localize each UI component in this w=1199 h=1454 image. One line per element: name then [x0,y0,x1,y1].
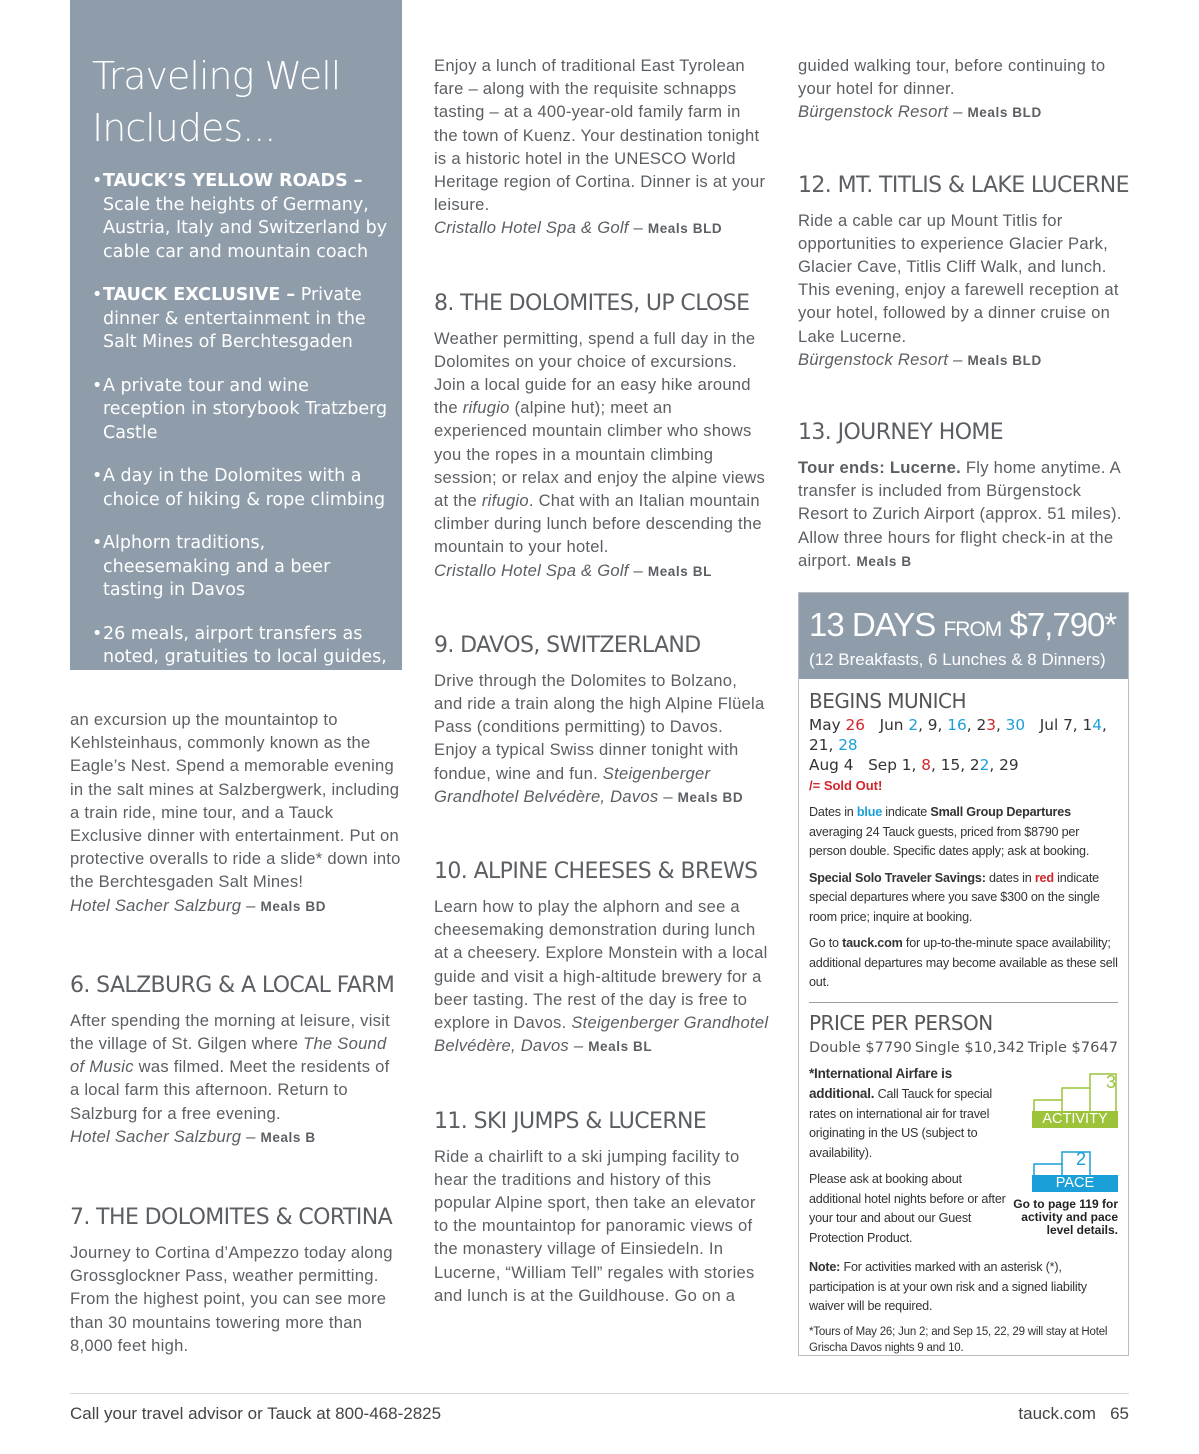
departure-dates [809,715,1118,775]
note-text: For activities marked with an asterisk (*), participation is at your own risk and a signed liability waiver will be required. [809,1260,1087,1313]
price-list [809,1039,1118,1056]
day6-italic: The Sound of Music [70,1034,387,1077]
day9-meals: Meals BD [677,789,744,805]
date-red: 26 [845,716,865,734]
days-count: 13 DAYS [809,606,936,643]
price-value: $7,790* [1009,606,1117,643]
right-column [798,54,1130,573]
airfare-bold: *International Airfare is additional. [809,1065,953,1101]
day10-body: Learn how to play the alphorn and see a cheesemaking demonstration during lunch at a cheesery. Explore Monstein with a local guide and visit a high-altitude brewery for a beer tasting. The rest of the day is free to explore in Davos. [434,897,768,1033]
note1-bold: Small Group Departures [930,805,1071,819]
price-header [799,593,1128,679]
date-plain: , 29 [989,756,1019,774]
day11-meals: Meals BLD [967,105,1042,121]
day6-text1: After spending the morning at leisure, visit the village of St. Gilgen where [70,1010,390,1054]
includes-title-line1: Traveling Well [92,54,341,98]
date-plain: , 2 [966,716,987,734]
note1-c: averaging 24 Tauck guests, priced from $8790 per person double. Specific dates apply; ask at booking. [809,824,1090,858]
date-soldout: 3 [986,716,996,734]
day13-body: Fly home anytime. A transfer is included from Bürgenstock Resort to Zurich Airport (approx. 51 miles). Allow three hours for flight check-in at the airport. [798,458,1122,570]
includes-list [92,170,388,717]
day10-meals: Meals BL [588,1039,653,1055]
note2-b: indicate special departures where you save $300 on the single room price; inquire at booking. [809,870,1100,924]
hotel-nights-note: Please ask at booking about additional hotel nights before or after your tour and about our Guest Protection Product. [809,1172,1006,1245]
item-bold: TAUCK EXCLUSIVE – [103,285,296,305]
date-plain: , 21, [809,716,1107,754]
item-text: Scale the heights of Germany, Austria, Italy and Switzerland by cable car and mountain coach [103,194,388,262]
airfare-note [809,1064,1009,1164]
date-blue: 30 [1005,716,1026,734]
pace-level: 2 [1075,1148,1086,1169]
day6-title: 6. SALZBURG & A LOCAL FARM [70,972,395,998]
includes-title-line2: Includes... [92,106,276,150]
activity-badge [1032,1070,1118,1128]
day6-meals: Meals B [260,1129,316,1145]
day12-meals: Meals BLD [967,352,1042,368]
pace-badge [1032,1134,1118,1192]
list-item [92,465,388,512]
left-column [70,0,402,1357]
day9-text: Drive through the Dolomites to Bolzano, and ride a train along the high Alpine Flüela Pass (conditions permitting) to Davos. Enjoy a typical Swiss dinner tonight with fondue, wine and fun. Steigenberger Grandhotel Belvédère, Davos – Meals BD [434,670,765,806]
date-soldout: 8 [921,756,931,774]
item-text: Private dinner & entertainment in the Salt Mines of Berchtesgaden [103,285,366,352]
day8-i1: rifugio [462,398,510,418]
day12-hotel: Bürgenstock Resort [798,349,949,369]
month-may: May [809,716,841,734]
day10-title: 10. ALPINE CHEESES & BREWS [434,859,758,885]
day11-title: 11. SKI JUMPS & LUCERNE [434,1108,707,1134]
price-box [798,592,1129,1356]
price-single: Single $10,342 [914,1038,1025,1056]
price-double: Double $7790 [809,1038,912,1056]
price-headline [809,607,1118,648]
day8-t3: . Chat with an Italian mountain climber during lunch before descending the mountain to your hotel. [434,491,762,557]
day7-meals: Meals BLD [647,221,723,237]
date-blue: 16 [947,716,967,734]
day10-hotel: Steigenberger Grandhotel Belvédère, Davos [434,1013,769,1056]
day12-body: Ride a cable car up Mount Titlis for opportunities to experience Glacier Park, Glacier Cave, Titlis Cliff Walk, and lunch. This evening, enjoy a farewell reception at your hotel, followed by a dinner cruise on Lake Lucerne. [798,210,1119,346]
day6-hotel: Hotel Sacher Salzburg [70,1126,242,1146]
month-jul: Jul [1039,716,1059,734]
date-soldout: 2 [979,756,990,774]
date-blue: 28 [838,736,858,754]
divider [809,1002,1118,1003]
day12-title: 12. MT. TITLIS & LAKE LUCERNE [798,172,1129,198]
month-jun: Jun [879,716,904,734]
dates-row-2 [809,755,1118,775]
day13-text [798,456,1130,573]
note3-b: for up-to-the-minute space availability; additional departures may become available as these sell out. [809,936,1118,989]
day7-hotel: Cristallo Hotel Spa & Golf [434,218,629,238]
price-triple: Triple $7647 [1027,1038,1118,1056]
includes-box [70,0,402,714]
availability-note [809,934,1118,993]
activity-level: 3 [1105,1071,1116,1092]
pace-label: PACE [1032,1175,1118,1192]
date-plain: , 9, [918,716,948,734]
day9-hotel: Steigenberger Grandhotel Belvédère, Davos [434,763,711,806]
item-text: A private tour and wine reception in storybook Tratzberg Castle [103,375,388,443]
day13-meals: Meals B [856,553,912,569]
note2-red: red [1034,870,1054,885]
from-label: FROM [943,618,1002,641]
price-per-person-heading: PRICE PER PERSON [809,1010,993,1035]
day8-hotel: Cristallo Hotel Spa & Golf [434,560,629,580]
day7-cont-text: Enjoy a lunch of traditional East Tyrolean fare – along with the requisite schnapps tasting – at a 400-year-old family farm in the town of Kuenz. Your destination tonight is a historic hotel in the UNESCO World Heritage region of Cortina. Dinner is at your leisure. [434,56,766,215]
list-item [92,170,388,264]
activity-label: ACTIVITY [1032,1111,1118,1128]
meals-summary: (12 Breakfasts, 6 Lunches & 8 Dinners) [809,650,1106,669]
level-badges [1009,1064,1118,1249]
day6-text: After spending the morning at leisure, visit the village of St. Gilgen where The Sound of Music was filmed. Meet the residents of a local farm this afternoon. Return to Salzburg for a free evening. Hotel Sacher Salzburg – Meals B [70,1010,390,1146]
footer-right [1018,1404,1129,1424]
sold-out-legend: /= Sold Out! [809,778,883,793]
day5-hotel: Hotel Sacher Salzburg [70,895,242,915]
day6-text2: was filmed. Meet the residents of a local farm this afternoon. Return to Salzburg for a free evening. [70,1057,390,1123]
day10-text: Learn how to play the alphorn and see a cheesemaking demonstration during lunch at a cheesery. Explore Monstein with a local guide and visit a high-altitude brewery for a beer tasting. The rest of the day is free to explore in Davos. Steigenberger Grandhotel Belvédère, Davos – Meals BL [434,897,769,1056]
day8-meals: Meals BL [647,563,712,579]
middle-column [434,54,769,1307]
day11-text: Ride a chairlift to a ski jumping facility to hear the traditions and history of this popular Alpine sport, then take an elevator to the mountaintop for panoramic views of the monastery village of Einsiedeln. In Lucerne, “William Tell” regales with stories and lunch is at the Guildhouse. Go on a [434,1146,756,1305]
dates-row-1 [809,715,1118,755]
month-aug: Aug [809,756,839,774]
price-body [799,679,1128,1356]
list-item [92,375,388,446]
airfare-row [809,1064,1118,1249]
note2-a: dates in [985,870,1035,885]
site-name: tauck.com [1018,1404,1096,1423]
day11-hotel: Bürgenstock Resort [798,102,949,122]
solo-note [809,869,1118,928]
includes-title [92,50,388,154]
level-details-note: Go to page 119 for activity and pace level details. [1013,1196,1118,1237]
note1-a: Dates in [809,805,857,819]
date-plain: , [995,716,1006,734]
list-item [92,284,388,355]
day5-meals: Meals BD [260,898,327,914]
day9-body: Drive through the Dolomites to Bolzano, and ride a train along the high Alpine Flüela Pass (conditions permitting) to Davos. Enjoy a typical Swiss dinner tonight with fondue, wine and fun. [434,670,765,783]
day11-continued: guided walking tour, before continuing to your hotel for dinner. Bürgenstock Resort – Meals BLD [798,56,1106,122]
date-plain: , 15, 2 [931,756,980,774]
contact-line: Call your travel advisor or Tauck at 800-468-2825 [70,1404,442,1423]
note3-a: Go to [809,936,843,950]
note-bold: Note: [809,1260,841,1274]
date-plain: 7, 1 [1063,716,1093,734]
begins-heading: BEGINS MUNICH [809,689,967,713]
page-number: 65 [1110,1404,1129,1423]
item-text: A day in the Dolomites with a choice of hiking & rope climbing [103,466,386,510]
day5-continued: an excursion up the mountaintop to Kehlsteinhaus, commonly known as the Eagle’s Nest. Spend a memorable evening in the salt mines at Salzbergwerk, including a train ride, mine tour, and a Tauck Exclusive dinner with entertainment. Put on protective overalls to ride a slide* down into the Berchtesgaden Salt Mines! Hotel Sacher Salzburg – Meals BD [70,710,401,915]
note2-bold: Special Solo Traveler Savings: [809,870,986,885]
tauck-link[interactable]: tauck.com [842,936,903,950]
day12-text: Ride a cable car up Mount Titlis for opportunities to experience Glacier Park, Glacier Cave, Titlis Cliff Walk, and lunch. This evening, enjoy a farewell reception at your hotel, followed by a dinner cruise on Lake Lucerne. Bürgenstock Resort – Meals BLD [798,210,1119,369]
hotel-footnote: *Tours of May 26; Jun 2; and Sep 15, 22, 29 will stay at Hotel Grischa Davos nights 9 and 10. [809,1325,1108,1354]
list-item [92,532,388,603]
date-soldout: 4 [1092,716,1103,734]
note1-b: indicate [882,805,931,819]
date-plain: 4 [843,756,854,774]
list-item [92,623,388,717]
day5-text: an excursion up the mountaintop to Kehlsteinhaus, commonly known as the Eagle’s Nest. Spend a memorable evening in the salt mines at Salzbergwerk, including a train ride, mine tour, and a Tauck Exclusive dinner with entertainment. Put on protective overalls to ride a slide* down into the Berchtesgaden Salt Mines! [70,710,401,892]
airfare-text: Call Tauck for special rates on international air for travel originating in the US (subject to availability). [809,1087,992,1160]
date-plain: 1, [901,756,922,774]
item-bold: TAUCK’S YELLOW ROADS – [103,171,363,191]
note1-blue: blue [856,805,882,819]
day8-t2: (alpine hut); meet an experienced mountain climber who shows you the ropes in a mountain climbing session; or relax and enjoy the alpine views at the [434,398,766,511]
item-text: 26 meals, airport transfers as noted, gratuities to local guides, admissions, taxes and porterage [103,623,387,714]
activity-risk-note [809,1258,1118,1317]
page-footer [70,1393,1129,1423]
day9-title: 9. DAVOS, SWITZERLAND [434,632,701,658]
day13-title: 13. JOURNEY HOME [798,420,1004,446]
day8-i2: rifugio [481,491,529,511]
day13-bold: Tour ends: Lucerne. [798,458,962,478]
day7-continued: Enjoy a lunch of traditional East Tyrolean fare – along with the requisite schnapps tasting – at a 400-year-old family farm in the town of Kuenz. Your destination tonight is a historic hotel in the UNESCO World Heritage region of Cortina. Dinner is at your leisure. Cristallo Hotel Spa & Golf – Meals BLD [434,56,766,238]
day8-text: Weather permitting, spend a full day in the Dolomites on your choice of excursions. Join a local guide for an easy hike around the rifugio (alpine hut); meet an experienced mountain climber who shows you the ropes in a mountain climbing session; or relax and enjoy the alpine views at the rifugio. Chat with an Italian mountain climber during lunch before descending the mountain to your hotel. Cristallo Hotel Spa & Golf – Meals BL [434,328,766,580]
small-group-note [809,803,1118,862]
date-blue: 2 [908,716,919,734]
day11-cont-text: guided walking tour, before continuing to your hotel for dinner. [798,56,1106,99]
day7-text: Journey to Cortina d’Ampezzo today along Grossglockner Pass, weather permitting. From the highest point, you can see more than 30 mountains towering more than 8,000 feet high. [70,1243,393,1355]
day7-title: 7. THE DOLOMITES & CORTINA [70,1205,393,1231]
day8-title: 8. THE DOLOMITES, UP CLOSE [434,290,750,316]
month-sep: Sep [868,756,897,774]
day8-t1: Weather permitting, spend a full day in the Dolomites on your choice of excursions. Join a local guide for an easy hike around the [434,328,756,418]
item-text: Alphorn traditions, cheesemaking and a beer tasting in Davos [103,533,331,600]
airfare-column [809,1064,1009,1249]
